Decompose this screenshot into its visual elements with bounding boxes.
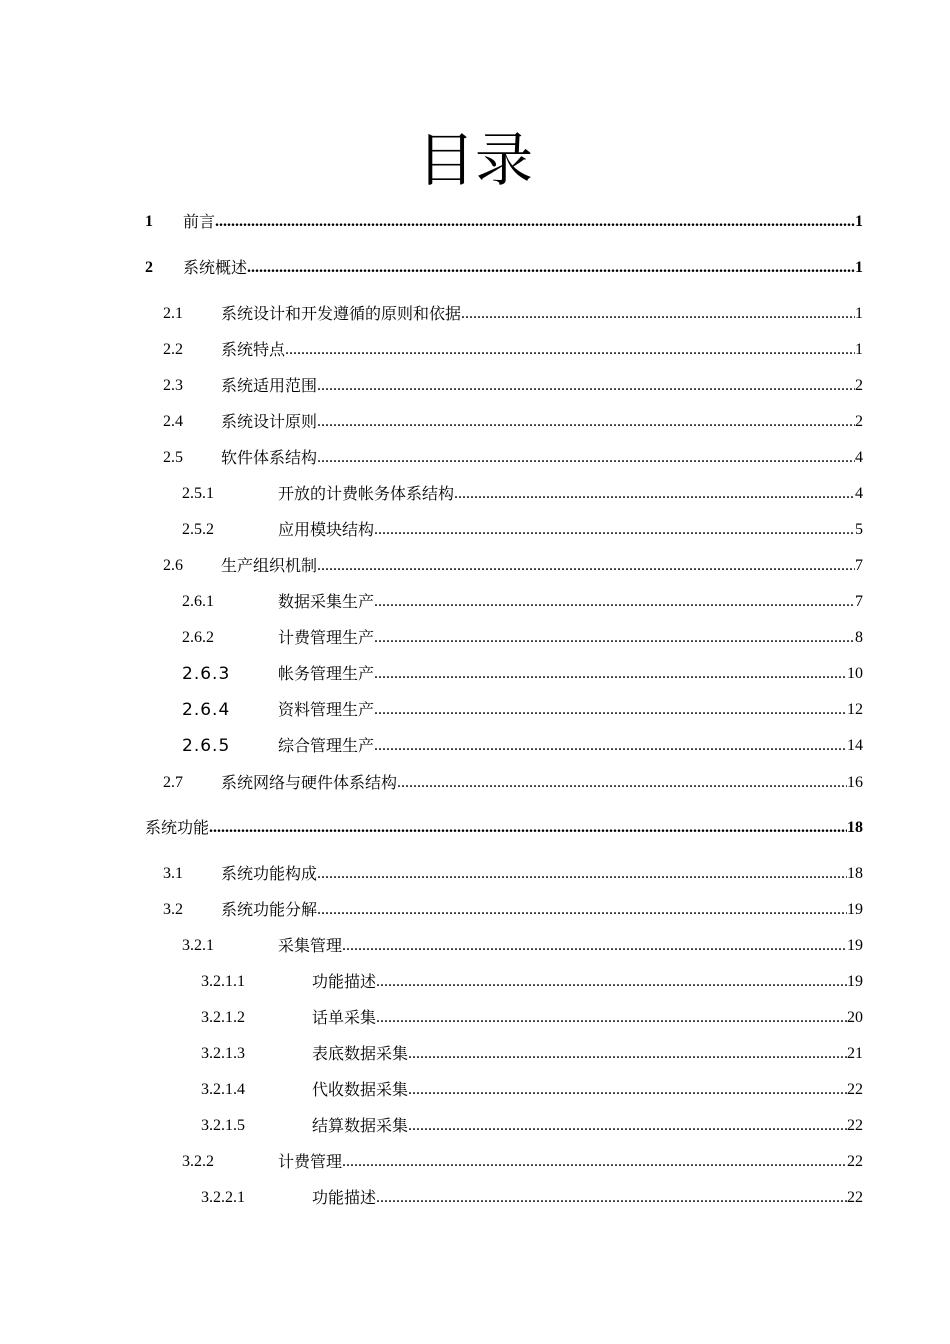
- toc-entry-number: 2.5.1: [182, 485, 214, 502]
- toc-entry[interactable]: [182, 696, 863, 720]
- toc-entry[interactable]: [182, 624, 863, 648]
- toc-dot-leader: [317, 900, 847, 920]
- toc-entry-page: 1: [855, 213, 863, 230]
- toc-entry-page: 19: [847, 937, 863, 954]
- toc-entry[interactable]: [182, 660, 863, 684]
- toc-entry-number: 2.6.3: [182, 664, 231, 684]
- toc-entry-page: 7: [855, 557, 863, 574]
- toc-entry-text: 系统适用范围: [221, 376, 318, 395]
- toc-entry-page: 21: [847, 1045, 863, 1062]
- toc-entry-text: 资料管理生产: [278, 700, 375, 719]
- toc-entry-number: 3.2.1.4: [201, 1081, 245, 1098]
- toc-entry[interactable]: [145, 208, 863, 232]
- toc-entry-text: 功能描述: [312, 972, 377, 991]
- toc-dot-leader: [285, 340, 855, 360]
- toc-entry-page: 20: [847, 1009, 863, 1026]
- toc-entry-text: 系统设计和开发遵循的原则和依据: [221, 304, 462, 323]
- toc-entry-page: 4: [855, 485, 863, 502]
- toc-dot-leader: [374, 520, 855, 540]
- toc-entry-text: 计费管理生产: [278, 628, 375, 647]
- toc-dot-leader: [408, 1044, 847, 1064]
- toc-entry[interactable]: [145, 814, 863, 838]
- toc-entry[interactable]: [163, 896, 863, 920]
- toc-entry-number: 3.2.2: [182, 1153, 214, 1170]
- toc-dot-leader: [342, 1152, 847, 1172]
- toc-entry-page: 16: [847, 774, 863, 791]
- toc-entry[interactable]: [163, 336, 863, 360]
- toc-entry[interactable]: [145, 254, 863, 278]
- toc-dot-leader: [317, 556, 855, 576]
- toc-entry-number: 3.2.1.2: [201, 1009, 245, 1026]
- toc-entry-number: 3.2.1.5: [201, 1117, 245, 1134]
- toc-entry[interactable]: [182, 1148, 863, 1172]
- toc-entry[interactable]: [182, 732, 863, 756]
- toc-entry-text: 系统概述: [183, 258, 248, 277]
- toc-entry-page: 4: [855, 449, 863, 466]
- toc-entry-text: 前言: [183, 212, 216, 231]
- toc-entry-page: 22: [847, 1081, 863, 1098]
- toc-entry-page: 8: [855, 629, 863, 646]
- toc-entry-number: 2.6.1: [182, 593, 214, 610]
- toc-entry-number: 2.5.2: [182, 521, 214, 538]
- toc-entry-page: 12: [847, 701, 863, 718]
- toc-entry[interactable]: [201, 1076, 863, 1100]
- toc-entry[interactable]: [163, 552, 863, 576]
- toc-entry-text: 采集管理: [278, 936, 343, 955]
- toc-entry-text: 综合管理生产: [278, 736, 375, 755]
- toc-entry-page: 14: [847, 737, 863, 754]
- toc-entry[interactable]: [163, 860, 863, 884]
- toc-entry-text: 话单采集: [312, 1008, 377, 1027]
- toc-dot-leader: [397, 773, 847, 793]
- toc-entry-text: 结算数据采集: [312, 1116, 409, 1135]
- toc-entry[interactable]: [163, 408, 863, 432]
- toc-entry-number: 1: [145, 213, 153, 230]
- toc-entry-number: 2.1: [163, 305, 183, 322]
- toc-entry-text: 系统功能: [145, 818, 210, 837]
- toc-entry[interactable]: [182, 516, 863, 540]
- toc-entry-page: 5: [855, 521, 863, 538]
- toc-dot-leader: [317, 448, 855, 468]
- toc-entry-page: 1: [855, 305, 863, 322]
- toc-entry-number: 3.2.2.1: [201, 1189, 245, 1206]
- toc-entry[interactable]: [182, 932, 863, 956]
- toc-entry[interactable]: [201, 1112, 863, 1136]
- toc-entry-number: 3.1: [163, 865, 183, 882]
- toc-entry-number: 2.6: [163, 557, 183, 574]
- toc-dot-leader: [317, 412, 855, 432]
- toc-entry-page: 18: [847, 865, 863, 882]
- toc-entry-page: 1: [855, 341, 863, 358]
- toc-dot-leader: [454, 484, 855, 504]
- toc-entry-number: 3.2: [163, 901, 183, 918]
- toc-entry-number: 2.2: [163, 341, 183, 358]
- toc-entry-number: 2.5: [163, 449, 183, 466]
- toc-entry-text: 系统功能构成: [221, 864, 318, 883]
- toc-dot-leader: [247, 258, 855, 278]
- toc-entry-page: 19: [847, 973, 863, 990]
- toc-entry-text: 系统功能分解: [221, 900, 318, 919]
- toc-entry-text: 功能描述: [312, 1188, 377, 1207]
- toc-entry-page: 22: [847, 1153, 863, 1170]
- toc-entry-text: 代收数据采集: [312, 1080, 409, 1099]
- toc-entry-page: 2: [855, 377, 863, 394]
- toc-dot-leader: [374, 628, 855, 648]
- toc-entry[interactable]: [182, 588, 863, 612]
- toc-entry[interactable]: [182, 480, 863, 504]
- toc-entry-page: 18: [847, 819, 863, 836]
- toc-title: 目录: [416, 126, 533, 194]
- toc-entry[interactable]: [201, 968, 863, 992]
- toc-dot-leader: [342, 936, 847, 956]
- toc-entry-text: 软件体系结构: [221, 448, 318, 467]
- toc-entry-page: 1: [855, 259, 863, 276]
- toc-dot-leader: [374, 664, 847, 684]
- toc-entry-text: 应用模块结构: [278, 520, 375, 539]
- toc-entry-text: 系统网络与硬件体系结构: [221, 773, 398, 792]
- toc-dot-leader: [376, 1008, 847, 1028]
- toc-entry-number: 2.6.5: [182, 736, 231, 756]
- toc-entry-number: 3.2.1.3: [201, 1045, 245, 1062]
- toc-entry-text: 数据采集生产: [278, 592, 375, 611]
- toc-dot-leader: [374, 700, 847, 720]
- toc-entry-page: 2: [855, 413, 863, 430]
- toc-entry[interactable]: [163, 769, 863, 793]
- toc-entry-text: 系统特点: [221, 340, 286, 359]
- toc-dot-leader: [215, 212, 855, 232]
- toc-entry-text: 系统设计原则: [221, 412, 318, 431]
- toc-entry-number: 2.6.4: [182, 700, 231, 720]
- toc-entry[interactable]: [163, 444, 863, 468]
- toc-dot-leader: [374, 592, 855, 612]
- toc-entry-text: 表底数据采集: [312, 1044, 409, 1063]
- toc-entry[interactable]: [201, 1004, 863, 1028]
- toc-entry[interactable]: [163, 372, 863, 396]
- toc-entry-page: 10: [847, 665, 863, 682]
- toc-dot-leader: [209, 818, 847, 838]
- toc-entry-number: 3.2.1.1: [201, 973, 245, 990]
- toc-entry-text: 生产组织机制: [221, 556, 318, 575]
- toc-entry-number: 2.4: [163, 413, 183, 430]
- toc-dot-leader: [408, 1116, 847, 1136]
- toc-dot-leader: [461, 304, 855, 324]
- toc-entry-number: 3.2.1: [182, 937, 214, 954]
- toc-entry[interactable]: [201, 1040, 863, 1064]
- toc-dot-leader: [376, 1188, 847, 1208]
- toc-entry-number: 2: [145, 259, 153, 276]
- toc-dot-leader: [317, 376, 855, 396]
- toc-dot-leader: [374, 736, 847, 756]
- toc-entry-page: 22: [847, 1117, 863, 1134]
- toc-entry-page: 7: [855, 593, 863, 610]
- toc-entry-page: 19: [847, 901, 863, 918]
- toc-entry-number: 2.7: [163, 774, 183, 791]
- toc-entry-number: 2.6.2: [182, 629, 214, 646]
- toc-entry-text: 帐务管理生产: [278, 664, 375, 683]
- toc-entry-number: 2.3: [163, 377, 183, 394]
- toc-entry-page: 22: [847, 1189, 863, 1206]
- toc-entry[interactable]: [201, 1184, 863, 1208]
- toc-dot-leader: [376, 972, 847, 992]
- toc-dot-leader: [408, 1080, 847, 1100]
- toc-entry[interactable]: [163, 300, 863, 324]
- toc-entry-text: 开放的计费帐务体系结构: [278, 484, 455, 503]
- toc-dot-leader: [317, 864, 847, 884]
- toc-entry-text: 计费管理: [278, 1152, 343, 1171]
